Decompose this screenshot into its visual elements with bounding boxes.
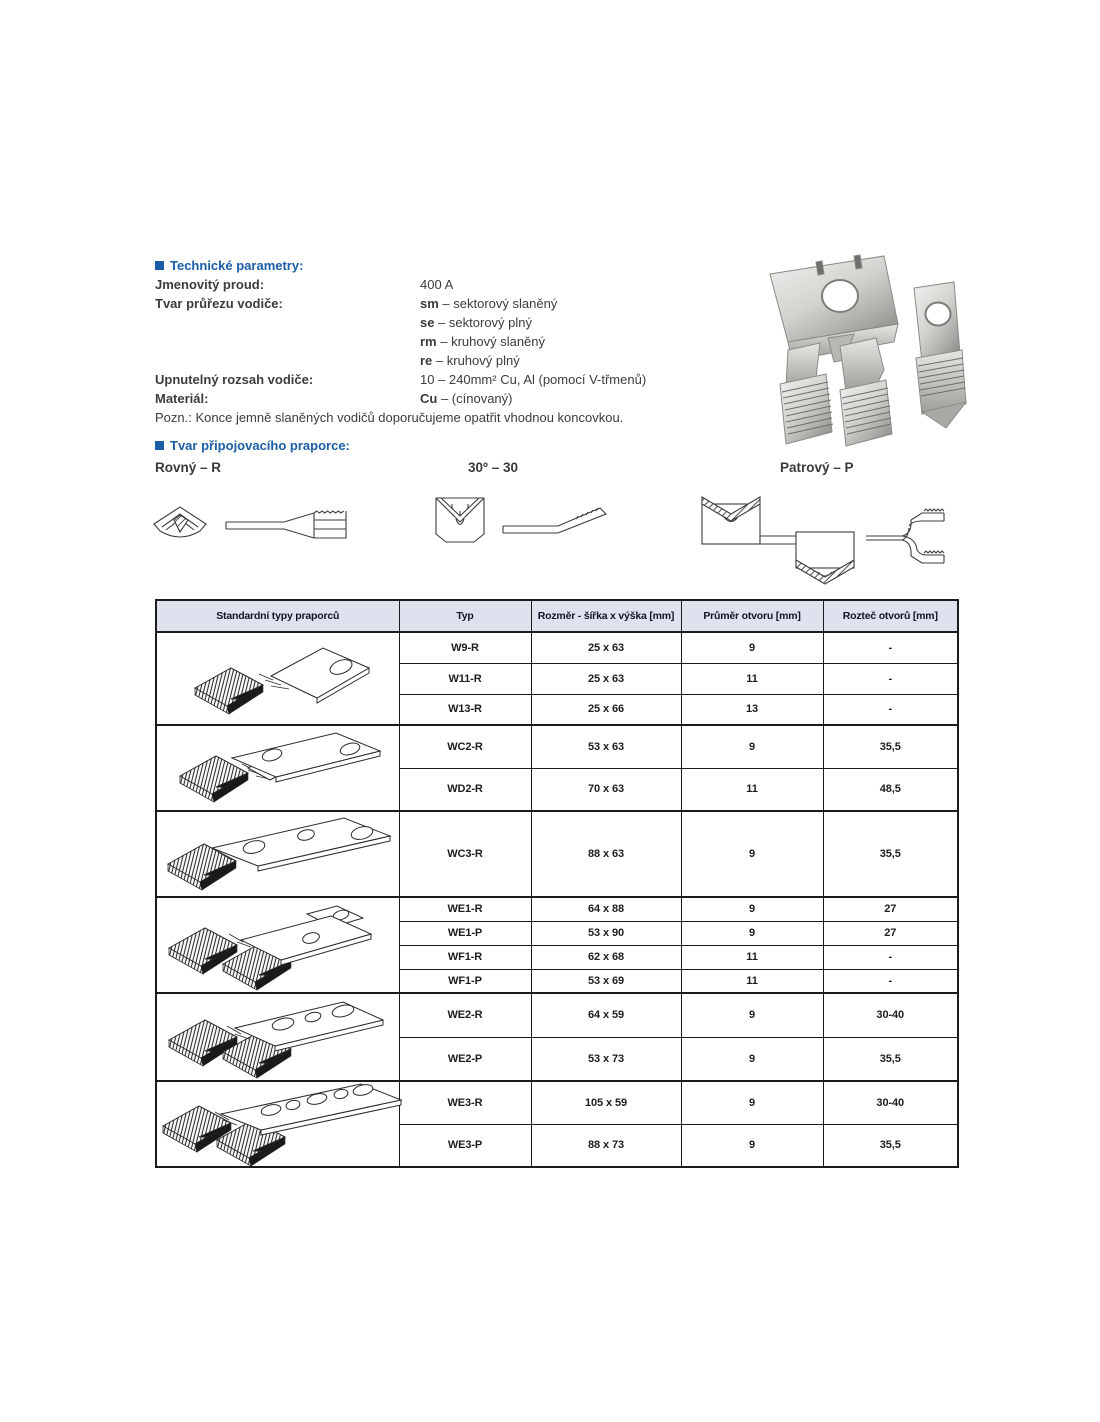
tech-param-label: Tvar průřezu vodiče:: [155, 296, 283, 311]
flag-three-holes-one-clamp-illustration: [156, 811, 399, 897]
typ-cell: WE3-R: [399, 1081, 531, 1124]
prumer-cell: 9: [681, 897, 823, 921]
tech-param-value: sm – sektorový slaněný: [420, 296, 558, 311]
tech-param-row: [155, 275, 715, 294]
table-group: [156, 632, 958, 725]
roztec-cell: 27: [823, 897, 958, 921]
rozmer-cell: 53 x 63: [531, 725, 681, 768]
rozmer-cell: 53 x 73: [531, 1037, 681, 1081]
header-rozmer: Rozměr - šířka x výška [mm]: [531, 600, 681, 632]
prumer-cell: 9: [681, 632, 823, 663]
rozmer-cell: 62 x 68: [531, 945, 681, 969]
rozmer-cell: 53 x 90: [531, 921, 681, 945]
tech-param-values: [420, 275, 715, 294]
tech-param-row: [155, 389, 715, 408]
roztec-cell: 35,5: [823, 811, 958, 897]
prumer-cell: 9: [681, 725, 823, 768]
typ-cell: WF1-R: [399, 945, 531, 969]
rozmer-cell: 88 x 63: [531, 811, 681, 897]
flag-five-holes-two-clamps-illustration: [156, 1081, 399, 1167]
tech-param-value: rm – kruhový slaněný: [420, 334, 546, 349]
roztec-cell: 27: [823, 921, 958, 945]
roztec-cell: 30-40: [823, 993, 958, 1037]
rozmer-cell: 25 x 66: [531, 694, 681, 725]
typ-cell: WC3-R: [399, 811, 531, 897]
flag-cross-two-holes-two-clamps-illustration: [156, 897, 399, 993]
typ-cell: W13-R: [399, 694, 531, 725]
typ-cell: W9-R: [399, 632, 531, 663]
spec-table: [155, 599, 959, 1168]
tech-param-values: [420, 370, 715, 389]
rozmer-cell: 64 x 59: [531, 993, 681, 1037]
roztec-cell: 35,5: [823, 1124, 958, 1167]
table-row: [156, 993, 958, 1037]
roztec-cell: 35,5: [823, 1037, 958, 1081]
shape-diagram-rovny-r: [150, 496, 350, 568]
rozmer-cell: 64 x 88: [531, 897, 681, 921]
header-prumer: Průměr otvoru [mm]: [681, 600, 823, 632]
prumer-cell: 11: [681, 945, 823, 969]
prumer-cell: 9: [681, 993, 823, 1037]
tech-params-title: [155, 256, 715, 275]
shape-diagram-30deg: [428, 488, 618, 560]
typ-cell: WD2-R: [399, 768, 531, 811]
tech-param-value: Cu – (cínovaný): [420, 391, 513, 406]
prumer-cell: 9: [681, 1037, 823, 1081]
prumer-cell: 9: [681, 921, 823, 945]
tech-params-title-text: Technické parametry:: [170, 258, 304, 273]
shape-label-30: 30º – 30: [468, 460, 518, 475]
table-group: [156, 1081, 958, 1167]
roztec-cell: -: [823, 632, 958, 663]
section-bullet-icon: [155, 441, 164, 450]
table-group: [156, 897, 958, 993]
table-group: [156, 811, 958, 897]
shapes-section-title: [155, 438, 350, 453]
shape-label-patrovy: Patrový – P: [780, 460, 854, 475]
prumer-cell: 13: [681, 694, 823, 725]
flag-three-holes-two-clamps-illustration: [156, 993, 399, 1081]
roztec-cell: -: [823, 694, 958, 725]
tech-param-value: 10 – 240mm² Cu, Al (pomocí V-třmenů): [420, 372, 647, 387]
section-bullet-icon: [155, 261, 164, 270]
rozmer-cell: 25 x 63: [531, 663, 681, 694]
rozmer-cell: 105 x 59: [531, 1081, 681, 1124]
tech-params-section: [155, 256, 715, 427]
typ-cell: WE3-P: [399, 1124, 531, 1167]
table-group: [156, 993, 958, 1081]
header-roztec: Rozteč otvorů [mm]: [823, 600, 958, 632]
prumer-cell: 9: [681, 1081, 823, 1124]
roztec-cell: -: [823, 663, 958, 694]
flag-two-holes-one-clamp-illustration: [156, 725, 399, 811]
tech-params-list: [155, 275, 715, 408]
typ-cell: WC2-R: [399, 725, 531, 768]
header-typ: Typ: [399, 600, 531, 632]
prumer-cell: 9: [681, 1124, 823, 1167]
metal-clamp-photo: [688, 238, 968, 450]
tech-param-row: [155, 370, 715, 389]
tech-param-label: Jmenovitý proud:: [155, 277, 265, 292]
typ-cell: WF1-P: [399, 969, 531, 993]
roztec-cell: 30-40: [823, 1081, 958, 1124]
prumer-cell: 9: [681, 811, 823, 897]
table-header-row: [156, 600, 958, 632]
roztec-cell: 35,5: [823, 725, 958, 768]
table-row: [156, 725, 958, 768]
rozmer-cell: 25 x 63: [531, 632, 681, 663]
shape-diagram-patrovy-p: [696, 484, 948, 588]
rozmer-cell: 53 x 69: [531, 969, 681, 993]
table-row: [156, 897, 958, 921]
shape-label-rovny: Rovný – R: [155, 460, 222, 475]
tech-param-label: Materiál:: [155, 391, 209, 406]
tech-note: Pozn.: Konce jemně slaněných vodičů doporučujeme opatřit vhodnou koncovkou.: [155, 410, 624, 425]
typ-cell: WE2-P: [399, 1037, 531, 1081]
header-standard-types: Standardní typy praporců: [156, 600, 399, 632]
product-photo: [688, 238, 968, 455]
tech-param-values: [420, 294, 715, 370]
table-group: [156, 725, 958, 811]
table-row: [156, 1081, 958, 1124]
tech-param-values: [420, 389, 715, 408]
tech-param-value: se – sektorový plný: [420, 315, 533, 330]
rozmer-cell: 88 x 73: [531, 1124, 681, 1167]
table-row: [156, 811, 958, 897]
flag-one-hole-one-clamp-illustration: [156, 632, 399, 725]
typ-cell: WE2-R: [399, 993, 531, 1037]
roztec-cell: -: [823, 945, 958, 969]
prumer-cell: 11: [681, 969, 823, 993]
typ-cell: W11-R: [399, 663, 531, 694]
typ-cell: WE1-R: [399, 897, 531, 921]
tech-param-value: re – kruhový plný: [420, 353, 520, 368]
rozmer-cell: 70 x 63: [531, 768, 681, 811]
table-row: [156, 632, 958, 663]
roztec-cell: -: [823, 969, 958, 993]
shapes-section-title-text: Tvar připojovacího praporce:: [170, 438, 350, 453]
prumer-cell: 11: [681, 663, 823, 694]
typ-cell: WE1-P: [399, 921, 531, 945]
tech-param-label: Upnutelný rozsah vodiče:: [155, 372, 314, 387]
tech-param-row: [155, 294, 715, 370]
tech-param-value: 400 A: [420, 277, 454, 292]
prumer-cell: 11: [681, 768, 823, 811]
roztec-cell: 48,5: [823, 768, 958, 811]
